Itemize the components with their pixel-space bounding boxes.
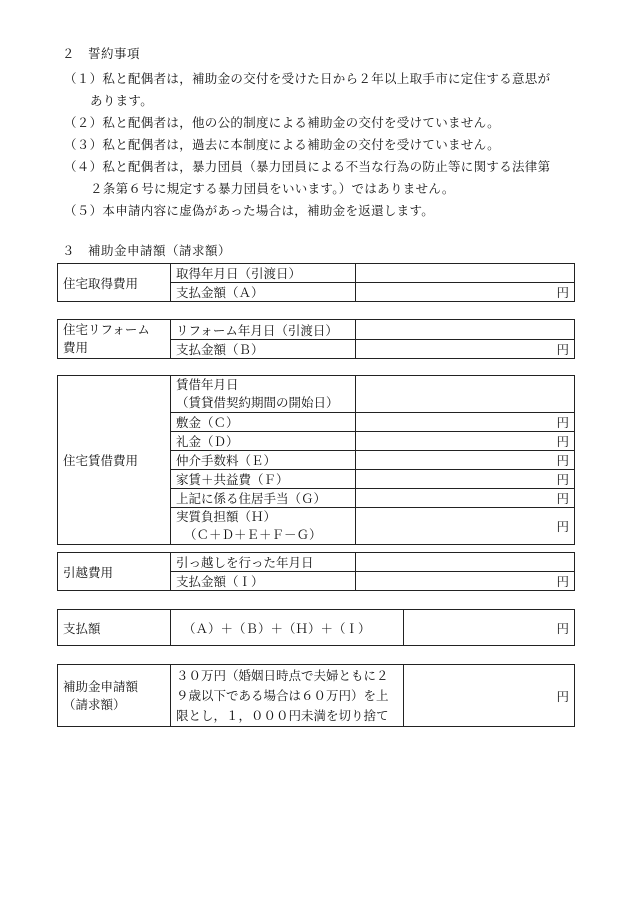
payment-total-category: 支払額 [58, 610, 171, 646]
housing-rental-category: 住宅賃借費用 [58, 376, 171, 545]
subsidy-category [58, 665, 171, 727]
actual-burden-h-label [171, 508, 356, 545]
reform-date-field[interactable] [356, 320, 575, 340]
subsidy-amount-field[interactable]: 円 [404, 665, 575, 727]
key-money-d-field[interactable]: 円 [356, 432, 575, 451]
payment-total-field[interactable]: 円 [404, 610, 575, 646]
pledge-item-1-line2: あります。 [90, 93, 154, 108]
section3-heading: ３ 補助金申請額（請求額） [62, 243, 232, 258]
subsidy-category-line1: 補助金申請額 [63, 678, 139, 694]
section2-heading: ２ 誓約事項 [62, 46, 141, 61]
pledge-item-1 [64, 68, 594, 112]
acquisition-date-field[interactable] [356, 264, 575, 283]
deposit-c-label: 敷金（Ｃ） [171, 413, 356, 432]
payment-a-field[interactable]: 円 [356, 283, 575, 302]
rent-f-field[interactable]: 円 [356, 470, 575, 489]
payment-a-label: 支払金額（Ａ） [171, 283, 356, 302]
pledge-item-4-line2: ２条第６号に規定する暴力団員をいいます。）ではありません。 [90, 181, 455, 196]
actual-burden-h-label-line2: （Ｃ＋Ｄ＋Ｅ＋Ｆ－Ｇ） [184, 527, 322, 542]
rental-date-field[interactable] [356, 376, 575, 413]
housing-reform-category-line2: 費用 [63, 340, 89, 355]
actual-burden-h-label-line1: 実質負担額（Ｈ） [176, 509, 277, 524]
subsidy-table [57, 664, 575, 727]
pledge-item-1-line1: （１）私と配偶者は，補助金の交付を受けた日から２年以上取手市に定住する意思が [64, 71, 551, 86]
housing-acquisition-table [57, 263, 575, 302]
pledge-item-2 [64, 112, 594, 134]
rental-date-label [171, 376, 356, 413]
pledge-item-5 [64, 200, 594, 222]
moving-category: 引越費用 [58, 553, 171, 591]
moving-date-field[interactable] [356, 553, 575, 572]
rental-date-label-line2: （賃貸借契約期間の開始日） [176, 395, 339, 410]
housing-allowance-g-field[interactable]: 円 [356, 489, 575, 508]
housing-allowance-g-label: 上記に係る住居手当（Ｇ） [171, 489, 356, 508]
pledge-item-4-line1: （４）私と配偶者は，暴力団員（暴力団員による不当な行為の防止等に関する法律第 [64, 159, 551, 174]
moving-table [57, 552, 575, 591]
payment-b-field[interactable]: 円 [356, 340, 575, 359]
housing-reform-table [57, 319, 575, 359]
subsidy-category-line2: （請求額） [63, 696, 126, 712]
payment-i-field[interactable]: 円 [356, 572, 575, 591]
pledge-list [64, 68, 594, 222]
key-money-d-label: 礼金（Ｄ） [171, 432, 356, 451]
moving-date-label: 引っ越しを行った年月日 [171, 553, 356, 572]
brokerage-fee-e-label: 仲介手数料（Ｅ） [171, 451, 356, 470]
actual-burden-h-field[interactable]: 円 [356, 508, 575, 545]
pledge-item-3 [64, 134, 594, 156]
pledge-item-4 [64, 156, 594, 200]
deposit-c-field[interactable]: 円 [356, 413, 575, 432]
acquisition-date-label: 取得年月日（引渡日） [171, 264, 356, 283]
rental-date-label-line1: 賃借年月日 [176, 377, 239, 392]
payment-total-formula: （Ａ）＋（Ｂ）＋（Ｈ）＋（Ｉ） [171, 610, 404, 646]
pledge-item-5-line1: （５）本申請内容に虚偽があった場合は，補助金を返還します。 [64, 203, 435, 218]
brokerage-fee-e-field[interactable]: 円 [356, 451, 575, 470]
payment-b-label: 支払金額（Ｂ） [171, 340, 356, 359]
housing-acquisition-category: 住宅取得費用 [58, 264, 171, 302]
housing-rental-table [57, 375, 575, 545]
payment-i-label: 支払金額（Ｉ） [171, 572, 356, 591]
reform-date-label: リフォーム年月日（引渡日） [171, 320, 356, 340]
subsidy-note: ３０万円（婚姻日時点で夫婦ともに２９歳以下である場合は６０万円）を上限とし，１，０００円未満を切り捨て [171, 665, 404, 727]
housing-reform-category-line1: 住宅リフォーム [63, 322, 150, 337]
rent-f-label: 家賃＋共益費（Ｆ） [171, 470, 356, 489]
payment-total-table [57, 609, 575, 646]
pledge-item-2-line1: （２）私と配偶者は，他の公的制度による補助金の交付を受けていません。 [64, 115, 500, 130]
pledge-item-3-line1: （３）私と配偶者は，過去に本制度による補助金の交付を受けていません。 [64, 137, 500, 152]
housing-reform-category [58, 320, 171, 359]
